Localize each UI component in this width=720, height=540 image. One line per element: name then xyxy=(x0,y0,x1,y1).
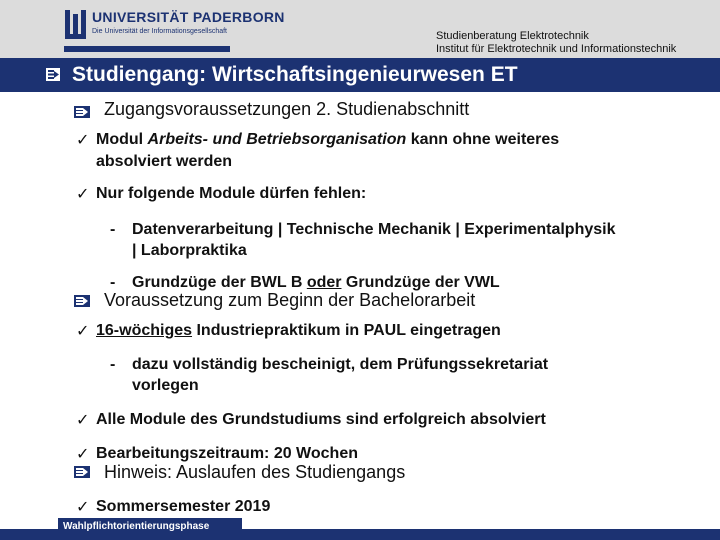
checklist-item xyxy=(76,409,696,431)
institute-info xyxy=(436,30,676,56)
slide-title: Studiengang: Wirtschaftsingenieurwesen ET xyxy=(72,63,518,86)
text-part: absolviert werden xyxy=(96,153,233,170)
checklist-item xyxy=(76,320,696,342)
checkmark-icon: ✓ xyxy=(76,444,90,463)
checklist-text: Sommersemester 2019 xyxy=(96,498,271,515)
logo-text: UNIVERSITÄT PADERBORN xyxy=(92,9,285,25)
institute-line-2: Institut für Elektrotechnik und Informationstechnik xyxy=(436,43,677,55)
checkmark-icon: ✓ xyxy=(76,130,90,149)
text-part: Industriepraktikum in PAUL eingetragen xyxy=(192,322,501,339)
bullet-arrow-icon xyxy=(74,295,90,307)
sub-list-item xyxy=(110,354,710,396)
checklist-text: Nur folgende Module dürfen fehlen: xyxy=(96,185,367,202)
dash-marker: - xyxy=(110,221,116,238)
checkmark-icon: ✓ xyxy=(76,184,90,203)
module-name: Arbeits- und Betriebsorganisation xyxy=(147,131,407,148)
text-part: Datenverarbeitung | Technische Mechanik | Experimentalphysik xyxy=(132,221,616,238)
text-part: vorlegen xyxy=(132,377,199,394)
text-part: dazu vollständig bescheinigt, dem Prüfungssekretariat xyxy=(132,356,549,373)
checklist-item xyxy=(76,183,696,205)
checklist-item xyxy=(76,129,696,173)
university-logo xyxy=(64,6,285,54)
sub-list-item xyxy=(110,219,710,261)
checklist-text: Bearbeitungszeitraum: 20 Wochen xyxy=(96,445,358,462)
checklist-item xyxy=(76,496,696,518)
text-part: kann ohne weiteres xyxy=(406,131,560,148)
bullet-arrow-icon xyxy=(74,106,90,118)
text-part: Grundzüge der VWL xyxy=(341,274,500,291)
sub-list-text xyxy=(132,219,615,261)
checkmark-icon: ✓ xyxy=(76,321,90,340)
bullet-arrow-icon xyxy=(46,68,60,81)
dash-marker: - xyxy=(110,274,116,291)
logo-subtitle: Die Universität der Informationsgesellschaft xyxy=(92,28,228,35)
text-part: 16-wöchiges xyxy=(96,322,193,339)
checklist-text xyxy=(96,320,501,342)
logo-underline xyxy=(64,46,230,52)
text-part: Modul xyxy=(96,131,148,148)
section-heading: Hinweis: Auslaufen des Studiengangs xyxy=(104,462,406,482)
text-part: Grundzüge der BWL B xyxy=(132,274,307,291)
text-part: | Laborpraktika xyxy=(132,242,247,259)
checklist-text: Alle Module des Grundstudiums sind erfolgreich absolviert xyxy=(96,411,546,428)
footer-label: Wahlpflichtorientierungsphase xyxy=(63,521,210,532)
sub-list-text xyxy=(132,354,548,396)
checklist-text xyxy=(96,129,559,173)
dash-marker: - xyxy=(110,356,116,373)
text-part: oder xyxy=(306,274,342,291)
university-emblem-icon xyxy=(64,8,88,42)
bullet-arrow-icon xyxy=(74,466,90,478)
checkmark-icon: ✓ xyxy=(76,410,90,429)
section-heading: Zugangsvoraussetzungen 2. Studienabschnitt xyxy=(104,99,470,119)
section-heading: Voraussetzung zum Beginn der Bachelorarbeit xyxy=(104,290,476,310)
institute-line-1: Studienberatung Elektrotechnik xyxy=(436,30,589,42)
checkmark-icon: ✓ xyxy=(76,497,90,516)
